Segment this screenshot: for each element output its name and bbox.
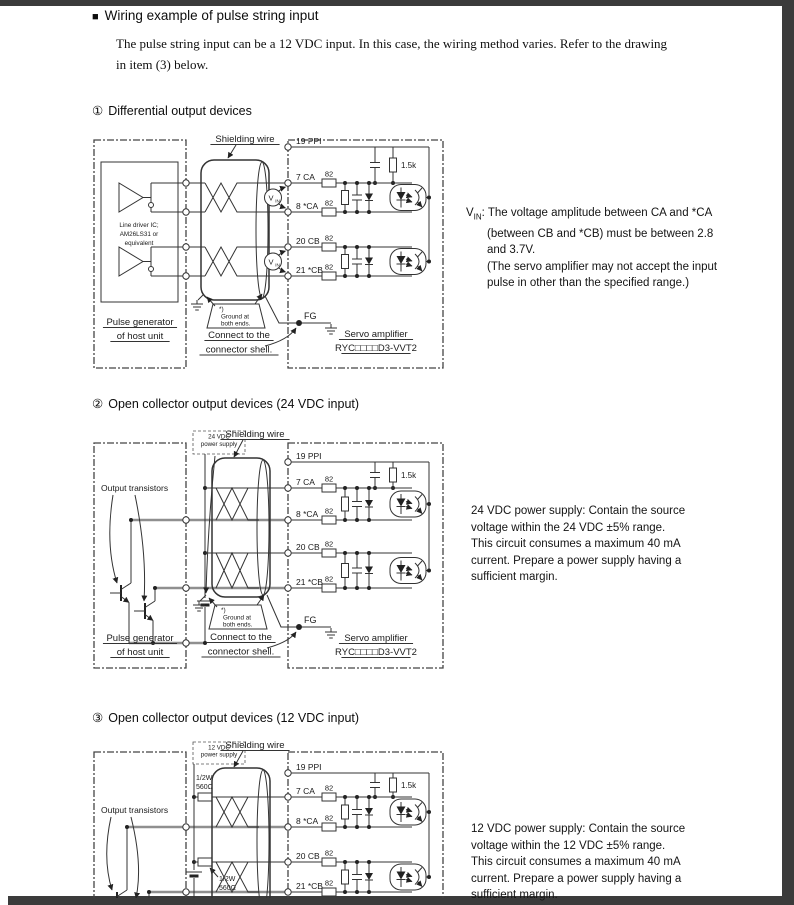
pin-circle bbox=[285, 273, 291, 279]
pin-circle bbox=[183, 889, 189, 895]
pin-circle bbox=[285, 889, 291, 895]
intro-line: in item (3) below. bbox=[116, 57, 209, 72]
pulse-generator-box bbox=[94, 752, 186, 898]
pin-circle bbox=[285, 794, 291, 800]
arrow bbox=[207, 297, 215, 306]
intro-line: The pulse string input can be a 12 VDC input. In this case, the wiring method varies. Refer to the drawing bbox=[116, 36, 668, 51]
diagram-text: FG bbox=[304, 615, 317, 625]
resistor bbox=[322, 208, 336, 216]
junction-dot bbox=[355, 860, 359, 864]
arrow bbox=[206, 456, 215, 593]
pin-circle bbox=[285, 585, 291, 591]
note-line: voltage within the 12 VDC ±5% range. bbox=[471, 839, 666, 852]
optocoupler bbox=[390, 864, 426, 890]
twisted-wire bbox=[216, 553, 259, 588]
diagram-text: 19 PPI bbox=[296, 451, 322, 461]
diagram-text: Servo amplifier bbox=[344, 633, 408, 644]
diagram-text: *) bbox=[221, 607, 226, 614]
diagram-text: Shielding wire bbox=[215, 134, 275, 145]
diagram-text: Connect to the bbox=[208, 330, 270, 341]
diode bbox=[365, 873, 373, 880]
diagram-text: 12 VDC bbox=[208, 744, 230, 752]
inverter-bubble bbox=[149, 267, 154, 272]
resistor bbox=[390, 158, 397, 172]
diagram-text: 21 *CB bbox=[296, 881, 323, 891]
diagram-text: 560Ω bbox=[196, 784, 213, 791]
wire bbox=[117, 890, 127, 897]
pin-circle bbox=[183, 244, 189, 250]
arrow bbox=[278, 268, 286, 273]
resistor bbox=[322, 584, 336, 592]
diagram-open-collector-12v bbox=[93, 740, 445, 898]
diagram-text: 1.5k bbox=[401, 161, 417, 170]
arrow bbox=[278, 251, 286, 256]
circled-2-icon: ② bbox=[92, 397, 104, 411]
junction-dot bbox=[367, 245, 371, 249]
diagram-text: Shielding wire bbox=[225, 429, 285, 440]
shield-end bbox=[257, 460, 269, 595]
diode bbox=[365, 567, 373, 574]
pin-circle bbox=[285, 859, 291, 865]
diagram-text: IN bbox=[275, 262, 280, 268]
shield-end bbox=[256, 162, 268, 298]
junction-dot bbox=[296, 320, 302, 326]
diagram-text: 8 *CA bbox=[296, 816, 319, 826]
diagram-text: of host unit bbox=[116, 647, 164, 658]
pin-circle bbox=[183, 180, 189, 186]
arrow bbox=[107, 817, 112, 890]
line-driver bbox=[119, 183, 143, 212]
pin-circle bbox=[285, 144, 291, 150]
junction-dot bbox=[367, 795, 371, 799]
junction-dot bbox=[427, 260, 431, 264]
twisted-wire bbox=[216, 488, 259, 520]
diagram-differential-output bbox=[93, 128, 445, 374]
optocoupler bbox=[390, 558, 426, 584]
twisted-wire bbox=[216, 488, 259, 520]
junction-dot bbox=[427, 875, 431, 879]
twisted-wire bbox=[216, 797, 259, 827]
diagram-text: Pulse generator bbox=[106, 633, 174, 644]
junction-dot bbox=[367, 825, 371, 829]
diagram-text: 82 bbox=[324, 574, 334, 584]
junction-dot bbox=[153, 586, 157, 590]
diagram-text: 7 CA bbox=[296, 172, 315, 182]
diagram-text: 82 bbox=[324, 198, 334, 208]
diagram-text: 82 bbox=[324, 169, 334, 179]
wire bbox=[267, 595, 296, 627]
pin-circle bbox=[285, 180, 291, 186]
diagram-text: 82 bbox=[324, 474, 334, 484]
twisted-wire bbox=[216, 797, 259, 827]
diagram-text: V bbox=[268, 257, 274, 267]
diagram-text: AM26LS31 or bbox=[119, 231, 159, 238]
resistor bbox=[322, 823, 336, 831]
arrow bbox=[135, 495, 145, 601]
diagram-text: of host unit bbox=[116, 331, 164, 342]
diagram-text: IN bbox=[275, 198, 280, 204]
junction-dot bbox=[355, 795, 359, 799]
note-line: $V_{IN}$: The voltage amplitude between CA and *CA bbox=[466, 207, 713, 222]
diagram-text: 82 bbox=[324, 539, 334, 549]
supply-24v-note bbox=[471, 503, 771, 586]
junction-dot bbox=[355, 825, 359, 829]
note-line: current. Prepare a power supply having a bbox=[471, 872, 682, 885]
pin-circle bbox=[285, 550, 291, 556]
resistor bbox=[322, 793, 336, 801]
diagram-text: 1/2W bbox=[196, 775, 213, 782]
junction-dot bbox=[343, 274, 347, 278]
junction-dot bbox=[355, 486, 359, 490]
junction-dot bbox=[367, 274, 371, 278]
diagram-text: connector shell. bbox=[205, 344, 273, 356]
diagram-text: 20 CB bbox=[296, 851, 320, 861]
shield bbox=[201, 160, 269, 300]
note-line: 24 VDC power supply: Contain the source bbox=[471, 505, 686, 517]
junction-dot bbox=[129, 518, 133, 522]
diagram-text: 82 bbox=[324, 783, 334, 793]
diagram-text: Line driver IC; bbox=[119, 222, 159, 229]
circled-1-icon: ① bbox=[92, 104, 104, 118]
diagram-text: *) bbox=[219, 306, 224, 313]
twisted-wire bbox=[216, 553, 259, 588]
pin-circle bbox=[183, 517, 189, 523]
page-edge-right bbox=[782, 0, 794, 905]
resistor bbox=[390, 468, 397, 482]
diagram-text: Connect to the bbox=[210, 632, 272, 643]
arrow bbox=[209, 598, 217, 607]
junction-dot bbox=[355, 181, 359, 185]
diagram-text: both ends. bbox=[223, 621, 253, 629]
resistor bbox=[342, 564, 349, 578]
diagram-text: 82 bbox=[324, 848, 334, 858]
resistor bbox=[322, 549, 336, 557]
diagram-text: FG bbox=[304, 311, 317, 321]
resistor bbox=[322, 858, 336, 866]
arrow bbox=[145, 615, 153, 621]
note-line: (The servo amplifier may not accept the input bbox=[487, 260, 718, 273]
twisted-wire bbox=[205, 183, 258, 212]
arrow bbox=[110, 495, 117, 583]
diagram-text: Output transistors bbox=[101, 483, 169, 493]
diagram-text: 560Ω bbox=[219, 885, 236, 892]
diagram-text: 82 bbox=[324, 813, 334, 823]
supply-12v-note bbox=[471, 821, 771, 904]
resistor bbox=[322, 888, 336, 896]
note-line: current. Prepare a power supply having a bbox=[471, 554, 682, 567]
pin-circle bbox=[285, 209, 291, 215]
diagram-text: 82 bbox=[324, 233, 334, 243]
diagram-open-collector-24v bbox=[93, 425, 445, 673]
resistor bbox=[198, 858, 212, 866]
diagram-text: 21 *CB bbox=[296, 577, 323, 587]
diagram-text: connector shell. bbox=[207, 646, 275, 658]
diagram-text: power supply bbox=[200, 751, 238, 759]
diagram-text: Output transistors bbox=[101, 805, 169, 815]
junction-dot bbox=[343, 210, 347, 214]
shield bbox=[212, 458, 270, 597]
twisted-wire bbox=[205, 247, 258, 276]
diagram-text: 20 CB bbox=[296, 542, 320, 552]
junction-dot bbox=[343, 181, 347, 185]
junction-dot bbox=[427, 810, 431, 814]
shield-end bbox=[257, 770, 269, 898]
diagram-text: equivalent bbox=[124, 240, 154, 247]
diagram-text: 8 *CA bbox=[296, 509, 319, 519]
diagram-text: Ground at bbox=[221, 313, 250, 321]
resistor bbox=[342, 805, 349, 819]
section-2-title: Open collector output devices (24 VDC input) bbox=[108, 397, 360, 411]
arrow bbox=[228, 145, 236, 158]
note-line: and 3.7V. bbox=[487, 244, 536, 257]
wire bbox=[265, 296, 296, 323]
diagram-text: 19 PPI bbox=[296, 136, 322, 146]
resistor bbox=[322, 243, 336, 251]
diagram-text: 82 bbox=[324, 878, 334, 888]
diagram-text: power supply bbox=[200, 441, 238, 448]
page-edge-top bbox=[0, 0, 794, 6]
resistor bbox=[342, 497, 349, 511]
diagram-text: 82 bbox=[324, 262, 334, 272]
junction-dot bbox=[355, 518, 359, 522]
section-3-title: Open collector output devices (12 VDC input) bbox=[108, 711, 360, 725]
diode bbox=[365, 808, 373, 815]
diagram-text: 7 CA bbox=[296, 477, 315, 487]
arrow bbox=[278, 187, 286, 192]
diagram-text: RYC□□□□D3-VVT2 bbox=[335, 647, 417, 658]
junction-dot bbox=[367, 210, 371, 214]
diagram-text: 8 *CA bbox=[296, 201, 319, 211]
junction-dot bbox=[355, 586, 359, 590]
note-line: 12 VDC power supply: Contain the source bbox=[471, 823, 686, 835]
junction-dot bbox=[367, 551, 371, 555]
resistor bbox=[198, 793, 212, 801]
note-line: (between CB and *CB) must be between 2.8 bbox=[487, 227, 714, 240]
optocoupler bbox=[390, 799, 426, 825]
junction-dot bbox=[367, 518, 371, 522]
wire bbox=[121, 583, 131, 590]
diode bbox=[365, 258, 373, 265]
junction-dot bbox=[427, 569, 431, 573]
junction-dot bbox=[367, 586, 371, 590]
vin-note bbox=[466, 205, 776, 292]
junction-dot bbox=[343, 860, 347, 864]
diagram-text: 20 CB bbox=[296, 236, 320, 246]
resistor bbox=[322, 516, 336, 524]
arrow bbox=[131, 817, 139, 898]
resistor bbox=[322, 484, 336, 492]
pin-circle bbox=[183, 824, 189, 830]
arrow bbox=[278, 204, 286, 209]
note-line: This circuit consumes a maximum 40 mA bbox=[471, 856, 681, 868]
pin-circle bbox=[285, 517, 291, 523]
wire bbox=[145, 601, 155, 608]
resistor bbox=[342, 255, 349, 269]
junction-dot bbox=[125, 825, 129, 829]
diagram-text: Pulse generator bbox=[106, 317, 174, 328]
pin-circle bbox=[285, 485, 291, 491]
optocoupler bbox=[390, 185, 426, 211]
junction-dot bbox=[343, 890, 347, 894]
diagram-text: 7 CA bbox=[296, 786, 315, 796]
diagram-text: Shielding wire bbox=[225, 740, 285, 751]
diagram-text: 82 bbox=[324, 506, 334, 516]
pin-circle bbox=[183, 640, 189, 646]
battery bbox=[190, 875, 199, 878]
section-1-title: Differential output devices bbox=[108, 104, 252, 118]
intro-paragraph bbox=[116, 33, 667, 75]
junction-dot bbox=[427, 196, 431, 200]
square-bullet-icon: ■ bbox=[92, 11, 99, 23]
page-title bbox=[92, 8, 319, 23]
wire bbox=[198, 294, 204, 300]
diagram-text: 1.5k bbox=[401, 471, 417, 480]
diagram-text: V bbox=[268, 193, 274, 203]
junction-dot bbox=[296, 624, 302, 630]
diagram-text: Servo amplifier bbox=[344, 329, 408, 340]
diagram-text: 24 VDC bbox=[208, 433, 230, 441]
diagram-text: 1.5k bbox=[401, 781, 417, 790]
junction-dot bbox=[355, 210, 359, 214]
diagram-text: both ends. bbox=[221, 320, 251, 328]
optocoupler bbox=[390, 249, 426, 275]
line-driver bbox=[119, 247, 143, 276]
junction-dot bbox=[355, 890, 359, 894]
junction-dot bbox=[343, 551, 347, 555]
pin-circle bbox=[183, 273, 189, 279]
diagram-text: Ground at bbox=[223, 614, 252, 622]
pin-circle bbox=[183, 209, 189, 215]
note-line: This circuit consumes a maximum 40 mA bbox=[471, 538, 681, 550]
arrow bbox=[210, 868, 218, 877]
page-title-text: Wiring example of pulse string input bbox=[104, 8, 319, 23]
pin-circle bbox=[285, 244, 291, 250]
resistor bbox=[322, 272, 336, 280]
circled-3-icon: ③ bbox=[92, 711, 104, 725]
junction-dot bbox=[203, 641, 207, 645]
diagram-text: 21 *CB bbox=[296, 265, 323, 275]
note-line: pulse in other than the specified range.) bbox=[487, 277, 690, 290]
junction-dot bbox=[343, 518, 347, 522]
diagram-text: RYC□□□□D3-VVT2 bbox=[335, 343, 417, 354]
pin-circle bbox=[285, 459, 291, 465]
pin-circle bbox=[285, 824, 291, 830]
junction-dot bbox=[355, 274, 359, 278]
optocoupler bbox=[390, 491, 426, 517]
section-3-heading bbox=[92, 710, 359, 725]
junction-dot bbox=[367, 486, 371, 490]
inverter-bubble bbox=[149, 203, 154, 208]
junction-dot bbox=[343, 586, 347, 590]
pin-circle bbox=[285, 770, 291, 776]
junction-dot bbox=[367, 860, 371, 864]
junction-dot bbox=[367, 890, 371, 894]
resistor bbox=[342, 870, 349, 884]
note-line: voltage within the 24 VDC ±5% range. bbox=[471, 521, 666, 534]
diode bbox=[365, 500, 373, 507]
junction-dot bbox=[367, 181, 371, 185]
section-2-heading bbox=[92, 396, 359, 411]
diode bbox=[365, 194, 373, 201]
junction-dot bbox=[343, 486, 347, 490]
junction-dot bbox=[147, 890, 151, 894]
resistor bbox=[342, 191, 349, 205]
note-line: sufficient margin. bbox=[471, 889, 558, 901]
arrow bbox=[121, 597, 129, 603]
pin-circle bbox=[183, 585, 189, 591]
section-1-heading bbox=[92, 103, 252, 118]
junction-dot bbox=[343, 245, 347, 249]
resistor bbox=[322, 179, 336, 187]
resistor bbox=[390, 778, 397, 792]
junction-dot bbox=[343, 795, 347, 799]
diagram-text: 1/2W bbox=[219, 876, 236, 883]
junction-dot bbox=[427, 502, 431, 506]
junction-dot bbox=[355, 245, 359, 249]
junction-dot bbox=[355, 551, 359, 555]
junction-dot bbox=[343, 825, 347, 829]
diagram-text: 19 PPI bbox=[296, 762, 322, 772]
note-line: sufficient margin. bbox=[471, 571, 558, 583]
